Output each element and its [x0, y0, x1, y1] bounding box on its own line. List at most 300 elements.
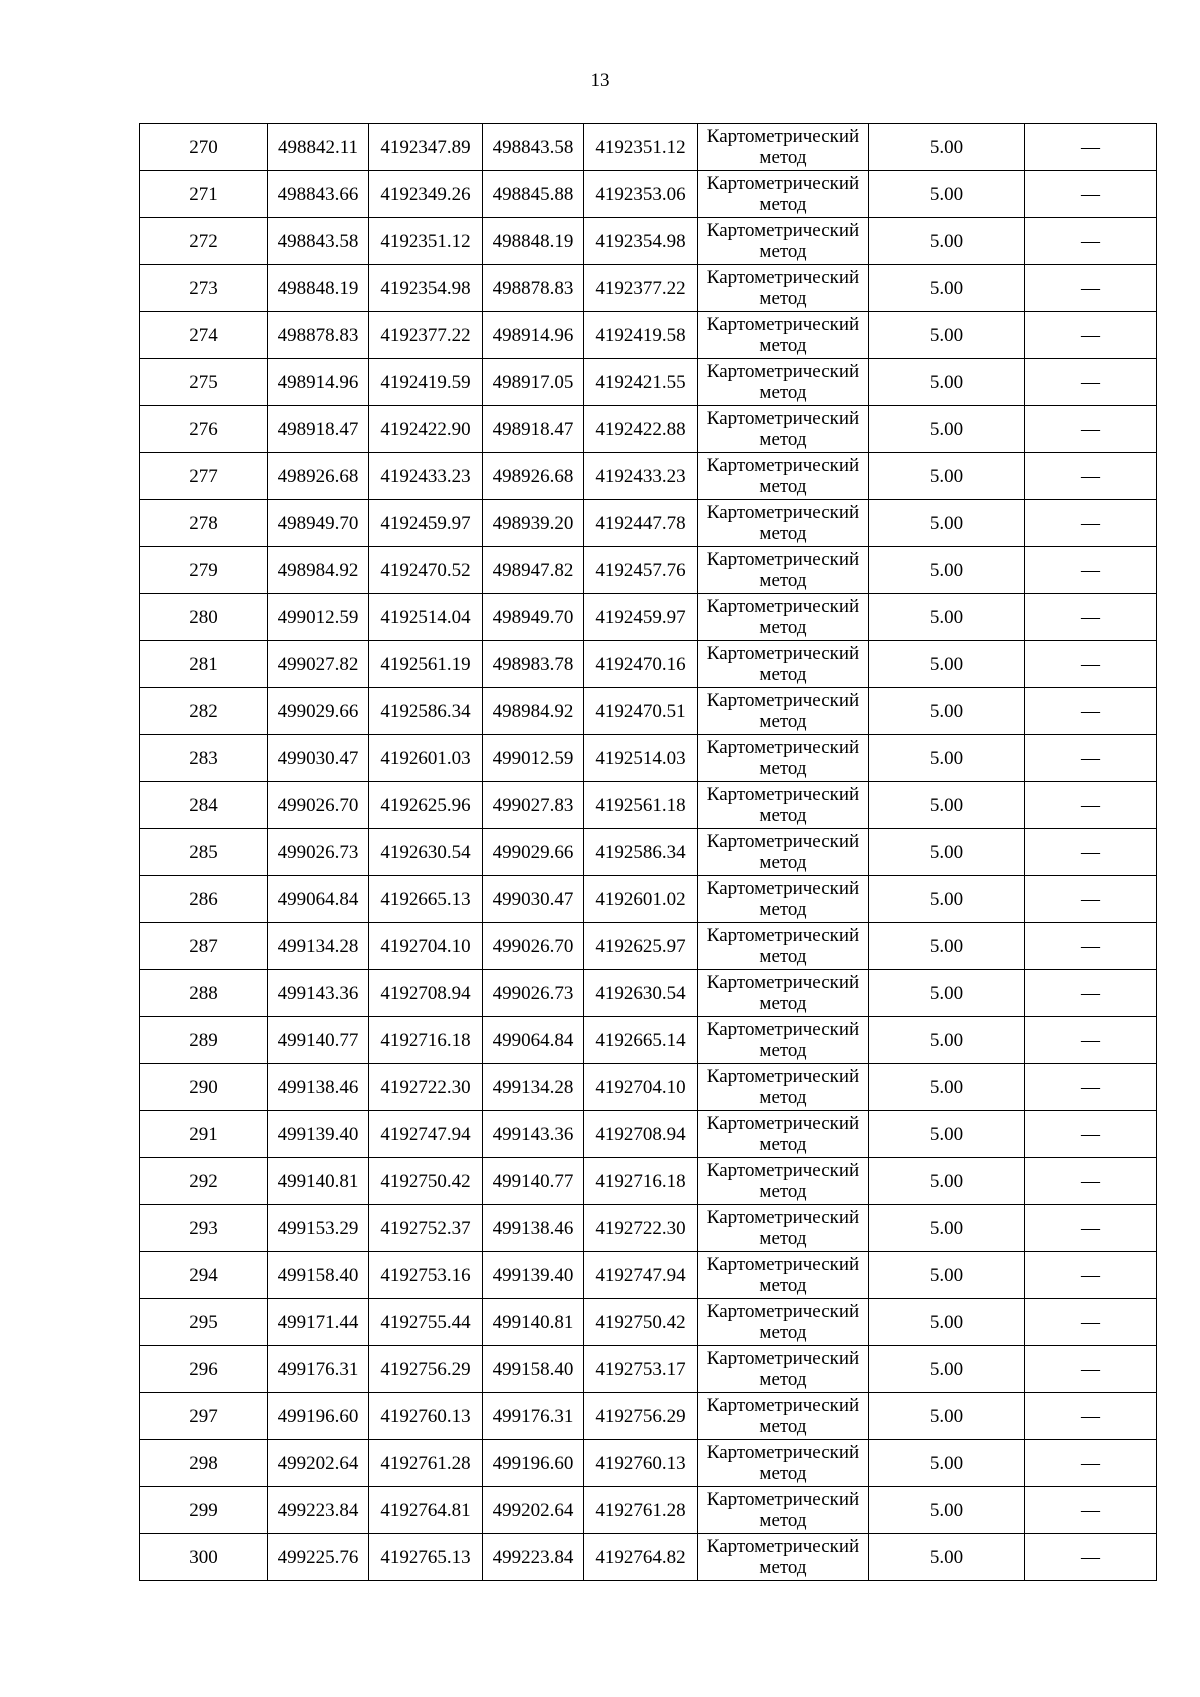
note-cell: — [1025, 970, 1157, 1017]
x-coordinate-cell: 498984.92 [268, 547, 369, 594]
point-number-cell: 281 [140, 641, 268, 688]
table-row [140, 1111, 1157, 1158]
method-line-1: Картометрический [706, 408, 860, 429]
method-line-2: метод [759, 993, 807, 1014]
method-line-2: метод [759, 1181, 807, 1202]
y-coordinate-cell: 4192351.12 [369, 218, 483, 265]
prev-x-coordinate-cell: 499029.66 [483, 829, 584, 876]
note-cell: — [1025, 124, 1157, 171]
method-line-2: метод [759, 382, 807, 403]
accuracy-cell: 5.00 [869, 923, 1025, 970]
y-coordinate-cell: 4192470.52 [369, 547, 483, 594]
method-line-2: метод [759, 570, 807, 591]
accuracy-cell: 5.00 [869, 547, 1025, 594]
prev-x-coordinate-cell: 499138.46 [483, 1205, 584, 1252]
method-cell [698, 1064, 869, 1111]
y-coordinate-cell: 4192764.81 [369, 1487, 483, 1534]
prev-y-coordinate-cell: 4192760.13 [584, 1440, 698, 1487]
method-line-1: Картометрический [706, 690, 860, 711]
prev-y-coordinate-cell: 4192747.94 [584, 1252, 698, 1299]
method-cell [698, 594, 869, 641]
method-line-1: Картометрический [706, 173, 860, 194]
table-row [140, 688, 1157, 735]
prev-x-coordinate-cell: 499140.81 [483, 1299, 584, 1346]
prev-y-coordinate-cell: 4192722.30 [584, 1205, 698, 1252]
accuracy-cell: 5.00 [869, 594, 1025, 641]
table-row [140, 1346, 1157, 1393]
table-row [140, 1205, 1157, 1252]
note-cell: — [1025, 1534, 1157, 1581]
x-coordinate-cell: 499139.40 [268, 1111, 369, 1158]
accuracy-cell: 5.00 [869, 1158, 1025, 1205]
method-line-1: Картометрический [706, 1160, 860, 1181]
prev-x-coordinate-cell: 499064.84 [483, 1017, 584, 1064]
point-number-cell: 291 [140, 1111, 268, 1158]
point-number-cell: 279 [140, 547, 268, 594]
y-coordinate-cell: 4192625.96 [369, 782, 483, 829]
accuracy-cell: 5.00 [869, 406, 1025, 453]
table-row [140, 735, 1157, 782]
prev-y-coordinate-cell: 4192353.06 [584, 171, 698, 218]
table-row [140, 1487, 1157, 1534]
prev-y-coordinate-cell: 4192351.12 [584, 124, 698, 171]
y-coordinate-cell: 4192704.10 [369, 923, 483, 970]
note-cell: — [1025, 1158, 1157, 1205]
method-line-1: Картометрический [706, 737, 860, 758]
y-coordinate-cell: 4192756.29 [369, 1346, 483, 1393]
x-coordinate-cell: 498914.96 [268, 359, 369, 406]
method-cell [698, 1346, 869, 1393]
method-cell [698, 453, 869, 500]
method-cell [698, 1393, 869, 1440]
method-cell [698, 265, 869, 312]
accuracy-cell: 5.00 [869, 500, 1025, 547]
prev-x-coordinate-cell: 499176.31 [483, 1393, 584, 1440]
y-coordinate-cell: 4192586.34 [369, 688, 483, 735]
method-cell [698, 829, 869, 876]
point-number-cell: 300 [140, 1534, 268, 1581]
method-line-2: метод [759, 1557, 807, 1578]
y-coordinate-cell: 4192753.16 [369, 1252, 483, 1299]
y-coordinate-cell: 4192747.94 [369, 1111, 483, 1158]
accuracy-cell: 5.00 [869, 1205, 1025, 1252]
note-cell: — [1025, 406, 1157, 453]
y-coordinate-cell: 4192419.59 [369, 359, 483, 406]
note-cell: — [1025, 171, 1157, 218]
prev-y-coordinate-cell: 4192419.58 [584, 312, 698, 359]
accuracy-cell: 5.00 [869, 735, 1025, 782]
method-line-1: Картометрический [706, 1019, 860, 1040]
note-cell: — [1025, 359, 1157, 406]
accuracy-cell: 5.00 [869, 876, 1025, 923]
point-number-cell: 285 [140, 829, 268, 876]
prev-y-coordinate-cell: 4192447.78 [584, 500, 698, 547]
method-line-2: метод [759, 1134, 807, 1155]
method-line-2: метод [759, 335, 807, 356]
method-line-2: метод [759, 1510, 807, 1531]
prev-y-coordinate-cell: 4192665.14 [584, 1017, 698, 1064]
accuracy-cell: 5.00 [869, 1534, 1025, 1581]
method-line-1: Картометрический [706, 1489, 860, 1510]
x-coordinate-cell: 498842.11 [268, 124, 369, 171]
method-line-1: Картометрический [706, 502, 860, 523]
y-coordinate-cell: 4192601.03 [369, 735, 483, 782]
accuracy-cell: 5.00 [869, 1252, 1025, 1299]
note-cell: — [1025, 218, 1157, 265]
prev-y-coordinate-cell: 4192354.98 [584, 218, 698, 265]
method-cell [698, 547, 869, 594]
method-line-2: метод [759, 899, 807, 920]
method-line-2: метод [759, 429, 807, 450]
method-line-2: метод [759, 852, 807, 873]
point-number-cell: 296 [140, 1346, 268, 1393]
method-line-2: метод [759, 1416, 807, 1437]
method-cell [698, 1017, 869, 1064]
method-line-1: Картометрический [706, 220, 860, 241]
method-line-2: метод [759, 1087, 807, 1108]
point-number-cell: 292 [140, 1158, 268, 1205]
prev-x-coordinate-cell: 499027.83 [483, 782, 584, 829]
accuracy-cell: 5.00 [869, 1487, 1025, 1534]
x-coordinate-cell: 498843.58 [268, 218, 369, 265]
x-coordinate-cell: 499153.29 [268, 1205, 369, 1252]
table-row [140, 406, 1157, 453]
table-row [140, 453, 1157, 500]
method-cell [698, 1440, 869, 1487]
y-coordinate-cell: 4192347.89 [369, 124, 483, 171]
method-line-1: Картометрический [706, 314, 860, 335]
prev-y-coordinate-cell: 4192704.10 [584, 1064, 698, 1111]
y-coordinate-cell: 4192760.13 [369, 1393, 483, 1440]
method-line-2: метод [759, 1463, 807, 1484]
accuracy-cell: 5.00 [869, 1440, 1025, 1487]
prev-y-coordinate-cell: 4192586.34 [584, 829, 698, 876]
method-cell [698, 641, 869, 688]
table-row [140, 1252, 1157, 1299]
note-cell: — [1025, 1440, 1157, 1487]
prev-y-coordinate-cell: 4192433.23 [584, 453, 698, 500]
prev-x-coordinate-cell: 499134.28 [483, 1064, 584, 1111]
x-coordinate-cell: 498926.68 [268, 453, 369, 500]
table-body [140, 124, 1157, 1581]
method-line-1: Картометрический [706, 361, 860, 382]
method-cell [698, 1487, 869, 1534]
method-line-1: Картометрический [706, 878, 860, 899]
method-cell [698, 500, 869, 547]
note-cell: — [1025, 453, 1157, 500]
point-number-cell: 280 [140, 594, 268, 641]
accuracy-cell: 5.00 [869, 218, 1025, 265]
y-coordinate-cell: 4192716.18 [369, 1017, 483, 1064]
prev-x-coordinate-cell: 498949.70 [483, 594, 584, 641]
method-line-2: метод [759, 241, 807, 262]
method-line-1: Картометрический [706, 1442, 860, 1463]
x-coordinate-cell: 499030.47 [268, 735, 369, 782]
method-line-2: метод [759, 288, 807, 309]
table-row [140, 547, 1157, 594]
page-number: 13 [590, 70, 610, 91]
method-line-1: Картометрический [706, 831, 860, 852]
y-coordinate-cell: 4192422.90 [369, 406, 483, 453]
x-coordinate-cell: 499158.40 [268, 1252, 369, 1299]
point-number-cell: 274 [140, 312, 268, 359]
note-cell: — [1025, 500, 1157, 547]
prev-x-coordinate-cell: 499139.40 [483, 1252, 584, 1299]
prev-x-coordinate-cell: 498914.96 [483, 312, 584, 359]
point-number-cell: 282 [140, 688, 268, 735]
x-coordinate-cell: 499143.36 [268, 970, 369, 1017]
note-cell: — [1025, 735, 1157, 782]
prev-x-coordinate-cell: 498845.88 [483, 171, 584, 218]
point-number-cell: 298 [140, 1440, 268, 1487]
note-cell: — [1025, 876, 1157, 923]
point-number-cell: 284 [140, 782, 268, 829]
accuracy-cell: 5.00 [869, 688, 1025, 735]
accuracy-cell: 5.00 [869, 970, 1025, 1017]
table-row [140, 1534, 1157, 1581]
method-line-2: метод [759, 147, 807, 168]
method-line-2: метод [759, 1040, 807, 1061]
note-cell: — [1025, 782, 1157, 829]
x-coordinate-cell: 499134.28 [268, 923, 369, 970]
note-cell: — [1025, 1205, 1157, 1252]
prev-x-coordinate-cell: 498878.83 [483, 265, 584, 312]
table-row [140, 923, 1157, 970]
y-coordinate-cell: 4192755.44 [369, 1299, 483, 1346]
table-row [140, 641, 1157, 688]
method-cell [698, 876, 869, 923]
method-line-2: метод [759, 194, 807, 215]
method-line-1: Картометрический [706, 455, 860, 476]
method-line-1: Картометрический [706, 1536, 860, 1557]
y-coordinate-cell: 4192665.13 [369, 876, 483, 923]
method-line-1: Картометрический [706, 643, 860, 664]
x-coordinate-cell: 499064.84 [268, 876, 369, 923]
method-line-2: метод [759, 805, 807, 826]
prev-y-coordinate-cell: 4192421.55 [584, 359, 698, 406]
prev-x-coordinate-cell: 499158.40 [483, 1346, 584, 1393]
note-cell: — [1025, 547, 1157, 594]
table-row [140, 500, 1157, 547]
prev-x-coordinate-cell: 499140.77 [483, 1158, 584, 1205]
method-cell [698, 218, 869, 265]
method-line-2: метод [759, 523, 807, 544]
method-cell [698, 124, 869, 171]
accuracy-cell: 5.00 [869, 1111, 1025, 1158]
method-line-2: метод [759, 1369, 807, 1390]
prev-y-coordinate-cell: 4192756.29 [584, 1393, 698, 1440]
method-line-1: Картометрический [706, 1348, 860, 1369]
coordinates-table [139, 123, 1157, 1581]
method-line-1: Картометрический [706, 972, 860, 993]
prev-y-coordinate-cell: 4192457.76 [584, 547, 698, 594]
note-cell: — [1025, 923, 1157, 970]
note-cell: — [1025, 1064, 1157, 1111]
prev-y-coordinate-cell: 4192753.17 [584, 1346, 698, 1393]
accuracy-cell: 5.00 [869, 265, 1025, 312]
point-number-cell: 283 [140, 735, 268, 782]
method-cell [698, 970, 869, 1017]
y-coordinate-cell: 4192752.37 [369, 1205, 483, 1252]
y-coordinate-cell: 4192630.54 [369, 829, 483, 876]
y-coordinate-cell: 4192765.13 [369, 1534, 483, 1581]
prev-x-coordinate-cell: 499143.36 [483, 1111, 584, 1158]
point-number-cell: 289 [140, 1017, 268, 1064]
table-row [140, 876, 1157, 923]
x-coordinate-cell: 498848.19 [268, 265, 369, 312]
method-cell [698, 1299, 869, 1346]
method-cell [698, 1534, 869, 1581]
prev-y-coordinate-cell: 4192470.51 [584, 688, 698, 735]
prev-x-coordinate-cell: 498926.68 [483, 453, 584, 500]
method-line-2: метод [759, 1228, 807, 1249]
point-number-cell: 299 [140, 1487, 268, 1534]
method-cell [698, 1111, 869, 1158]
point-number-cell: 271 [140, 171, 268, 218]
prev-x-coordinate-cell: 499223.84 [483, 1534, 584, 1581]
point-number-cell: 270 [140, 124, 268, 171]
table-row [140, 829, 1157, 876]
point-number-cell: 275 [140, 359, 268, 406]
point-number-cell: 273 [140, 265, 268, 312]
method-cell [698, 735, 869, 782]
point-number-cell: 286 [140, 876, 268, 923]
y-coordinate-cell: 4192561.19 [369, 641, 483, 688]
prev-y-coordinate-cell: 4192514.03 [584, 735, 698, 782]
point-number-cell: 288 [140, 970, 268, 1017]
accuracy-cell: 5.00 [869, 641, 1025, 688]
accuracy-cell: 5.00 [869, 829, 1025, 876]
y-coordinate-cell: 4192722.30 [369, 1064, 483, 1111]
method-cell [698, 1205, 869, 1252]
note-cell: — [1025, 312, 1157, 359]
note-cell: — [1025, 1346, 1157, 1393]
prev-y-coordinate-cell: 4192761.28 [584, 1487, 698, 1534]
accuracy-cell: 5.00 [869, 1064, 1025, 1111]
y-coordinate-cell: 4192514.04 [369, 594, 483, 641]
method-line-1: Картометрический [706, 267, 860, 288]
method-line-2: метод [759, 664, 807, 685]
accuracy-cell: 5.00 [869, 312, 1025, 359]
note-cell: — [1025, 641, 1157, 688]
prev-x-coordinate-cell: 498939.20 [483, 500, 584, 547]
x-coordinate-cell: 499223.84 [268, 1487, 369, 1534]
method-cell [698, 1252, 869, 1299]
prev-y-coordinate-cell: 4192764.82 [584, 1534, 698, 1581]
table-row [140, 265, 1157, 312]
x-coordinate-cell: 499026.73 [268, 829, 369, 876]
x-coordinate-cell: 498843.66 [268, 171, 369, 218]
accuracy-cell: 5.00 [869, 1346, 1025, 1393]
prev-x-coordinate-cell: 498983.78 [483, 641, 584, 688]
point-number-cell: 295 [140, 1299, 268, 1346]
x-coordinate-cell: 498918.47 [268, 406, 369, 453]
prev-y-coordinate-cell: 4192750.42 [584, 1299, 698, 1346]
prev-x-coordinate-cell: 499030.47 [483, 876, 584, 923]
point-number-cell: 294 [140, 1252, 268, 1299]
method-cell [698, 782, 869, 829]
method-line-1: Картометрический [706, 925, 860, 946]
prev-y-coordinate-cell: 4192708.94 [584, 1111, 698, 1158]
x-coordinate-cell: 499140.77 [268, 1017, 369, 1064]
table-row [140, 1158, 1157, 1205]
y-coordinate-cell: 4192708.94 [369, 970, 483, 1017]
method-line-1: Картометрический [706, 1066, 860, 1087]
method-line-1: Картометрический [706, 1254, 860, 1275]
table-row [140, 218, 1157, 265]
prev-x-coordinate-cell: 498947.82 [483, 547, 584, 594]
prev-y-coordinate-cell: 4192630.54 [584, 970, 698, 1017]
table-row [140, 1064, 1157, 1111]
table-row [140, 970, 1157, 1017]
note-cell: — [1025, 1111, 1157, 1158]
method-cell [698, 923, 869, 970]
point-number-cell: 276 [140, 406, 268, 453]
method-line-2: метод [759, 1275, 807, 1296]
method-line-1: Картометрический [706, 596, 860, 617]
method-cell [698, 688, 869, 735]
x-coordinate-cell: 498949.70 [268, 500, 369, 547]
method-line-2: метод [759, 711, 807, 732]
method-line-1: Картометрический [706, 1207, 860, 1228]
y-coordinate-cell: 4192349.26 [369, 171, 483, 218]
method-cell [698, 406, 869, 453]
method-line-2: метод [759, 617, 807, 638]
point-number-cell: 290 [140, 1064, 268, 1111]
point-number-cell: 293 [140, 1205, 268, 1252]
prev-x-coordinate-cell: 498918.47 [483, 406, 584, 453]
prev-y-coordinate-cell: 4192377.22 [584, 265, 698, 312]
note-cell: — [1025, 1252, 1157, 1299]
x-coordinate-cell: 499225.76 [268, 1534, 369, 1581]
x-coordinate-cell: 499026.70 [268, 782, 369, 829]
note-cell: — [1025, 594, 1157, 641]
table-row [140, 124, 1157, 171]
y-coordinate-cell: 4192433.23 [369, 453, 483, 500]
note-cell: — [1025, 265, 1157, 312]
prev-y-coordinate-cell: 4192459.97 [584, 594, 698, 641]
table-row [140, 359, 1157, 406]
method-line-1: Картометрический [706, 784, 860, 805]
prev-y-coordinate-cell: 4192601.02 [584, 876, 698, 923]
table-row [140, 312, 1157, 359]
y-coordinate-cell: 4192459.97 [369, 500, 483, 547]
prev-y-coordinate-cell: 4192716.18 [584, 1158, 698, 1205]
note-cell: — [1025, 688, 1157, 735]
prev-y-coordinate-cell: 4192561.18 [584, 782, 698, 829]
y-coordinate-cell: 4192750.42 [369, 1158, 483, 1205]
note-cell: — [1025, 1017, 1157, 1064]
x-coordinate-cell: 499171.44 [268, 1299, 369, 1346]
x-coordinate-cell: 499140.81 [268, 1158, 369, 1205]
accuracy-cell: 5.00 [869, 1299, 1025, 1346]
x-coordinate-cell: 498878.83 [268, 312, 369, 359]
table-row [140, 1299, 1157, 1346]
prev-x-coordinate-cell: 499012.59 [483, 735, 584, 782]
x-coordinate-cell: 499196.60 [268, 1393, 369, 1440]
prev-y-coordinate-cell: 4192625.97 [584, 923, 698, 970]
method-line-2: метод [759, 946, 807, 967]
prev-y-coordinate-cell: 4192470.16 [584, 641, 698, 688]
method-line-2: метод [759, 476, 807, 497]
x-coordinate-cell: 499027.82 [268, 641, 369, 688]
method-line-1: Картометрический [706, 1301, 860, 1322]
accuracy-cell: 5.00 [869, 171, 1025, 218]
method-line-2: метод [759, 758, 807, 779]
method-line-1: Картометрический [706, 126, 860, 147]
prev-x-coordinate-cell: 499026.70 [483, 923, 584, 970]
note-cell: — [1025, 1393, 1157, 1440]
